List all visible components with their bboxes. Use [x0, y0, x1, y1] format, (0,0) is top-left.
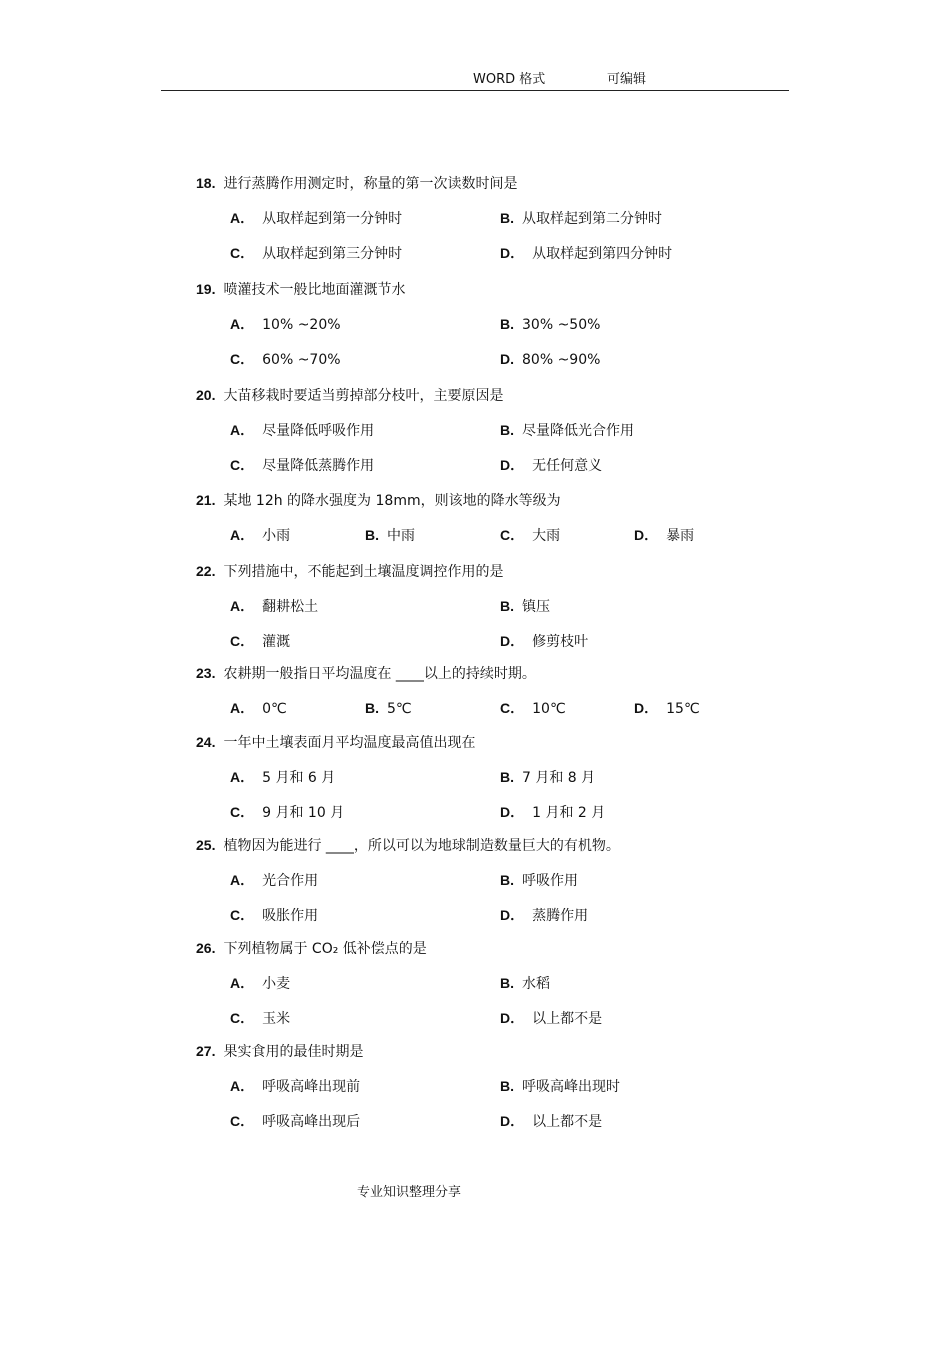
option-text: 尽量降低呼吸作用 — [262, 423, 375, 439]
option-label: D． — [634, 700, 659, 716]
option-text: 9 月和 10 月 — [262, 805, 345, 821]
option-text: 15℃ — [666, 701, 700, 717]
option-text: 7 月和 8 月 — [522, 770, 596, 786]
option-label: C． — [230, 804, 255, 820]
option-text: 0℃ — [262, 701, 287, 717]
option-label: A． — [230, 527, 255, 543]
option-label: C． — [230, 351, 255, 367]
option-label: D． — [500, 1010, 525, 1026]
answer-option — [230, 1007, 290, 1029]
header-format-label: WORD 格式 — [473, 72, 546, 87]
answer-option — [365, 697, 412, 719]
answer-option — [230, 207, 402, 229]
answer-option — [230, 454, 374, 476]
answer-option — [230, 313, 341, 335]
option-label: A． — [230, 1078, 255, 1094]
question-stem — [196, 834, 620, 856]
option-text: 灌溉 — [262, 634, 291, 650]
answer-option — [634, 697, 700, 719]
option-text: 从取样起到第一分钟时 — [262, 211, 403, 227]
option-text: 光合作用 — [262, 873, 319, 889]
page-footer: 专业知识整理分享 — [357, 1185, 462, 1200]
question-text: 下列植物属于 CO₂ 低补偿点的是 — [223, 941, 427, 957]
option-label: C． — [230, 633, 255, 649]
option-label: D． — [500, 457, 525, 473]
answer-option — [500, 242, 672, 264]
option-label: D． — [500, 1113, 525, 1129]
question-number: 20. — [196, 387, 216, 403]
option-label: C． — [230, 1113, 255, 1129]
answer-option — [230, 595, 318, 617]
question-number: 24. — [196, 734, 216, 750]
option-text: 呼吸高峰出现时 — [522, 1079, 620, 1095]
option-label: B. — [500, 210, 514, 226]
question-number: 18. — [196, 175, 216, 191]
option-text: 从取样起到第二分钟时 — [522, 211, 662, 227]
option-label: B. — [500, 598, 514, 614]
question-number: 25. — [196, 837, 216, 853]
option-label: B. — [500, 872, 514, 888]
option-text: 1 月和 2 月 — [532, 805, 606, 821]
option-label: A． — [230, 598, 255, 614]
answer-option — [634, 524, 694, 546]
question-number: 26. — [196, 940, 216, 956]
question-stem — [196, 1040, 363, 1062]
question-stem — [196, 731, 475, 753]
header-rule — [161, 90, 789, 91]
option-text: 10℃ — [532, 701, 566, 717]
question-text: 大苗移栽时要适当剪掉部分枝叶，主要原因是 — [223, 388, 504, 404]
answer-option — [500, 801, 605, 823]
option-text: 80% ~90% — [522, 352, 601, 368]
question-number: 27. — [196, 1043, 216, 1059]
option-text: 吸胀作用 — [262, 908, 319, 924]
option-label: B. — [365, 700, 379, 716]
answer-option — [230, 766, 335, 788]
header-editable-label: 可编辑 — [607, 72, 647, 87]
answer-option — [500, 348, 600, 370]
question-stem — [196, 172, 517, 194]
option-text: 以上都不是 — [532, 1114, 603, 1130]
answer-option — [230, 904, 318, 926]
question-stem — [196, 937, 427, 959]
option-text: 从取样起到第四分钟时 — [532, 246, 673, 262]
question-number: 22. — [196, 563, 216, 579]
option-label: D． — [500, 804, 525, 820]
answer-option — [500, 766, 595, 788]
question-text: 某地 12h 的降水强度为 18mm，则该地的降水等级为 — [223, 493, 561, 509]
option-text: 呼吸作用 — [522, 873, 578, 889]
question-text: 喷灌技术一般比地面灌溉节水 — [223, 282, 406, 298]
option-label: D. — [500, 351, 514, 367]
option-text: 大雨 — [532, 528, 561, 544]
option-label: B. — [500, 769, 514, 785]
question-text: 一年中土壤表面月平均温度最高值出现在 — [223, 735, 476, 751]
option-label: B. — [500, 422, 514, 438]
option-label: A． — [230, 210, 255, 226]
option-text: 从取样起到第三分钟时 — [262, 246, 403, 262]
answer-option — [500, 595, 550, 617]
option-text: 中雨 — [387, 528, 415, 544]
option-text: 蒸腾作用 — [532, 908, 589, 924]
option-label: C． — [230, 1010, 255, 1026]
answer-option — [230, 972, 290, 994]
option-label: D． — [500, 245, 525, 261]
option-label: A． — [230, 975, 255, 991]
answer-option — [365, 524, 415, 546]
answer-option — [230, 524, 290, 546]
option-text: 尽量降低光合作用 — [522, 423, 634, 439]
option-text: 翻耕松土 — [262, 599, 319, 615]
question-number: 19. — [196, 281, 216, 297]
option-text: 小雨 — [262, 528, 291, 544]
option-label: B. — [500, 975, 514, 991]
answer-option — [500, 630, 588, 652]
question-stem — [196, 278, 405, 300]
option-text: 5 月和 6 月 — [262, 770, 336, 786]
option-label: C． — [500, 527, 525, 543]
answer-option — [230, 1110, 360, 1132]
answer-option — [230, 1075, 360, 1097]
option-text: 镇压 — [522, 599, 550, 615]
answer-option — [500, 1007, 602, 1029]
option-text: 60% ~70% — [262, 352, 341, 368]
option-text: 玉米 — [262, 1011, 291, 1027]
answer-option — [500, 972, 550, 994]
answer-option — [500, 524, 560, 546]
option-label: C． — [230, 245, 255, 261]
answer-option — [500, 904, 588, 926]
question-stem — [196, 384, 503, 406]
option-label: C． — [230, 907, 255, 923]
question-text: 农耕期一般指日平均温度在 ____以上的持续时期。 — [223, 666, 536, 682]
option-label: D． — [500, 907, 525, 923]
option-text: 水稻 — [522, 976, 550, 992]
question-text: 下列措施中，不能起到土壤温度调控作用的是 — [223, 564, 504, 580]
page-header — [0, 68, 950, 88]
option-label: A． — [230, 422, 255, 438]
option-label: C． — [500, 700, 525, 716]
answer-option — [500, 1110, 602, 1132]
option-label: B. — [500, 1078, 514, 1094]
option-text: 30% ~50% — [522, 317, 601, 333]
question-stem — [196, 489, 561, 511]
answer-option — [230, 348, 341, 370]
option-label: A． — [230, 700, 255, 716]
answer-option — [230, 419, 374, 441]
option-text: 尽量降低蒸腾作用 — [262, 458, 375, 474]
answer-option — [500, 869, 578, 891]
option-text: 修剪枝叶 — [532, 634, 589, 650]
question-text: 果实食用的最佳时期是 — [223, 1044, 364, 1060]
option-label: C． — [230, 457, 255, 473]
option-label: A． — [230, 316, 255, 332]
option-text: 无任何意义 — [532, 458, 603, 474]
option-label: A． — [230, 872, 255, 888]
answer-option — [500, 419, 634, 441]
option-label: D． — [500, 633, 525, 649]
answer-option — [230, 697, 287, 719]
answer-option — [500, 313, 600, 335]
option-label: B. — [500, 316, 514, 332]
answer-option — [230, 630, 290, 652]
answer-option — [230, 801, 344, 823]
question-number: 23. — [196, 665, 216, 681]
question-text: 进行蒸腾作用测定时，称量的第一次读数时间是 — [223, 176, 518, 192]
option-text: 以上都不是 — [532, 1011, 603, 1027]
option-text: 5℃ — [387, 701, 412, 717]
answer-option — [500, 1075, 620, 1097]
answer-option — [230, 242, 402, 264]
answer-option — [230, 869, 318, 891]
option-label: D． — [634, 527, 659, 543]
option-text: 小麦 — [262, 976, 291, 992]
answer-option — [500, 697, 566, 719]
question-stem — [196, 662, 536, 684]
option-label: B. — [365, 527, 379, 543]
option-text: 10% ~20% — [262, 317, 341, 333]
question-number: 21. — [196, 492, 216, 508]
option-label: A． — [230, 769, 255, 785]
question-text: 植物因为能进行 ____，所以可以为地球制造数量巨大的有机物。 — [223, 838, 620, 854]
answer-option — [500, 207, 662, 229]
question-stem — [196, 560, 503, 582]
option-text: 暴雨 — [666, 528, 695, 544]
option-text: 呼吸高峰出现前 — [262, 1079, 361, 1095]
answer-option — [500, 454, 602, 476]
option-text: 呼吸高峰出现后 — [262, 1114, 361, 1130]
